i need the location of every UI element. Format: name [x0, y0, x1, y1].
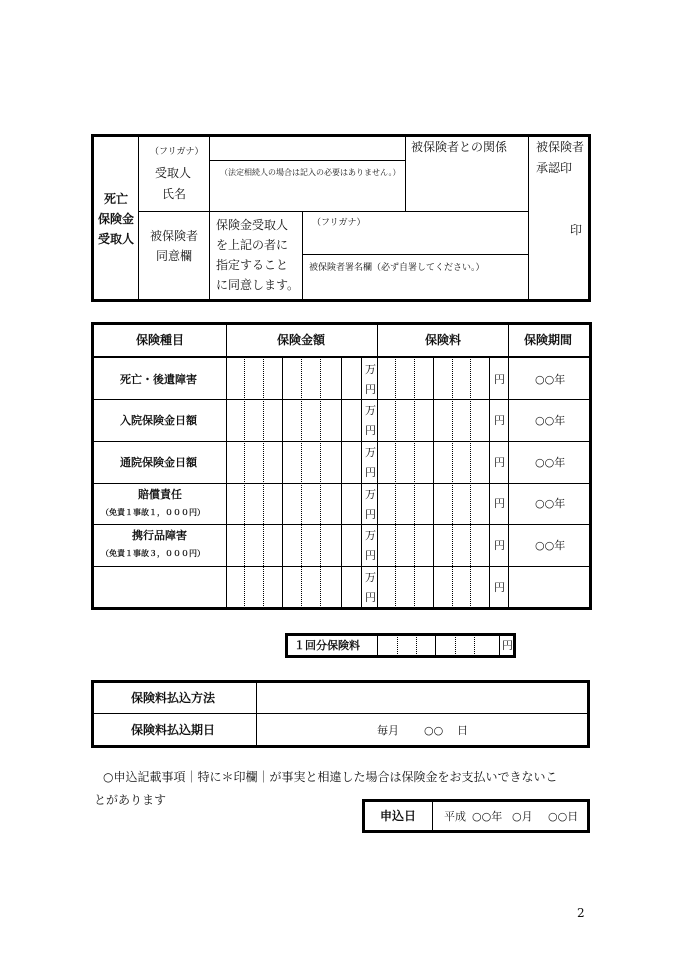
man-unit: 万 [365, 404, 376, 417]
consent-furigana-label: （フリガナ） [312, 218, 366, 228]
man-unit: 万 [365, 363, 376, 376]
recipient-label: 受取人 [155, 166, 192, 180]
yen-unit: 円 [365, 383, 376, 396]
yen-unit: 円 [365, 466, 376, 479]
yen-unit: 円 [494, 456, 505, 469]
consent-text: を上記の者に [216, 238, 289, 252]
era-label: 平成 [444, 810, 466, 823]
section-label: 死亡 [104, 192, 129, 206]
consent-furigana-field[interactable] [303, 212, 527, 253]
coverage-row-name: 携行品障害 [132, 529, 187, 542]
seal-label: 被保険者 [536, 140, 585, 154]
period-value: ○○年 [535, 456, 566, 469]
coverage-row-name: 賠償責任 [138, 488, 182, 501]
page-number: 2 [577, 906, 585, 920]
header-period: 保険期間 [524, 333, 573, 347]
header-premium: 保険料 [425, 333, 462, 347]
day-value[interactable]: ○○日 [548, 810, 579, 823]
period-value: ○○年 [535, 373, 566, 386]
payment-date-suffix: 日 [457, 724, 468, 737]
yen-unit: 円 [494, 539, 505, 552]
coverage-row-name: 通院保険金日額 [120, 456, 197, 469]
premium-once-unit: 円 [502, 639, 513, 652]
man-unit: 万 [365, 488, 376, 501]
header-insured-amount: 保険金額 [277, 333, 326, 347]
consent-text: 保険金受取人 [216, 218, 289, 232]
man-unit: 万 [365, 571, 376, 584]
consent-text: 指定すること [216, 258, 289, 272]
signature-label: 被保険者署名欄（必ず自署してください。） [309, 263, 485, 273]
man-unit: 万 [365, 529, 376, 542]
yen-unit: 円 [365, 549, 376, 562]
relation-field[interactable] [406, 160, 527, 210]
coverage-row-name: 入院保険金日額 [120, 414, 197, 427]
yen-unit: 円 [494, 414, 505, 427]
heir-note: （法定相続人の場合は記入の必要はありません。） [220, 168, 401, 177]
recipient-name-field[interactable] [210, 137, 404, 159]
relation-label: 被保険者との関係 [411, 140, 508, 154]
payment-date-prefix: 毎月 [377, 724, 399, 737]
payment-method-field[interactable] [258, 683, 586, 712]
consent-label: 同意欄 [156, 249, 193, 263]
recipient-label: 氏名 [162, 187, 187, 201]
notice-text: ○申込記載事項｜特に＊印欄｜が事実と相違した場合は保険金をお支払いできないこ [103, 770, 558, 784]
coverage-row-sub: （免責１事故３，０００円） [101, 549, 205, 558]
period-value: ○○年 [535, 539, 566, 552]
period-value: ○○年 [535, 414, 566, 427]
payment-date-label: 保険料払込期日 [131, 723, 216, 737]
section-label: 保険金 [98, 212, 135, 226]
payment-date-value[interactable]: ○○ [424, 724, 444, 737]
yen-unit: 円 [494, 373, 505, 386]
period-value: ○○年 [535, 497, 566, 510]
application-date-label: 申込日 [380, 809, 417, 823]
notice-text: とがあります [94, 793, 167, 807]
month-value[interactable]: ○月 [512, 810, 533, 823]
man-unit: 万 [365, 446, 376, 459]
seal-field[interactable] [529, 180, 588, 298]
yen-unit: 円 [494, 497, 505, 510]
premium-once-label: １回分保険料 [294, 639, 360, 652]
consent-text: に同意します。 [216, 278, 300, 292]
header-insurance-type: 保険種目 [136, 333, 185, 347]
seal-mark: 印 [570, 223, 583, 237]
seal-label: 承認印 [536, 161, 573, 175]
year-value[interactable]: ○○年 [472, 810, 503, 823]
yen-unit: 円 [365, 508, 376, 521]
consent-label: 被保険者 [150, 229, 199, 243]
yen-unit: 円 [494, 581, 505, 594]
section-label: 受取人 [98, 232, 135, 246]
coverage-row-sub: （免責１事故１，０００円） [101, 508, 205, 517]
furigana-label: （フリガナ） [150, 147, 204, 157]
yen-unit: 円 [365, 424, 376, 437]
yen-unit: 円 [365, 591, 376, 604]
signature-field[interactable] [303, 255, 527, 299]
coverage-row-name: 死亡・後遺障害 [120, 373, 197, 386]
payment-method-label: 保険料払込方法 [131, 691, 216, 705]
